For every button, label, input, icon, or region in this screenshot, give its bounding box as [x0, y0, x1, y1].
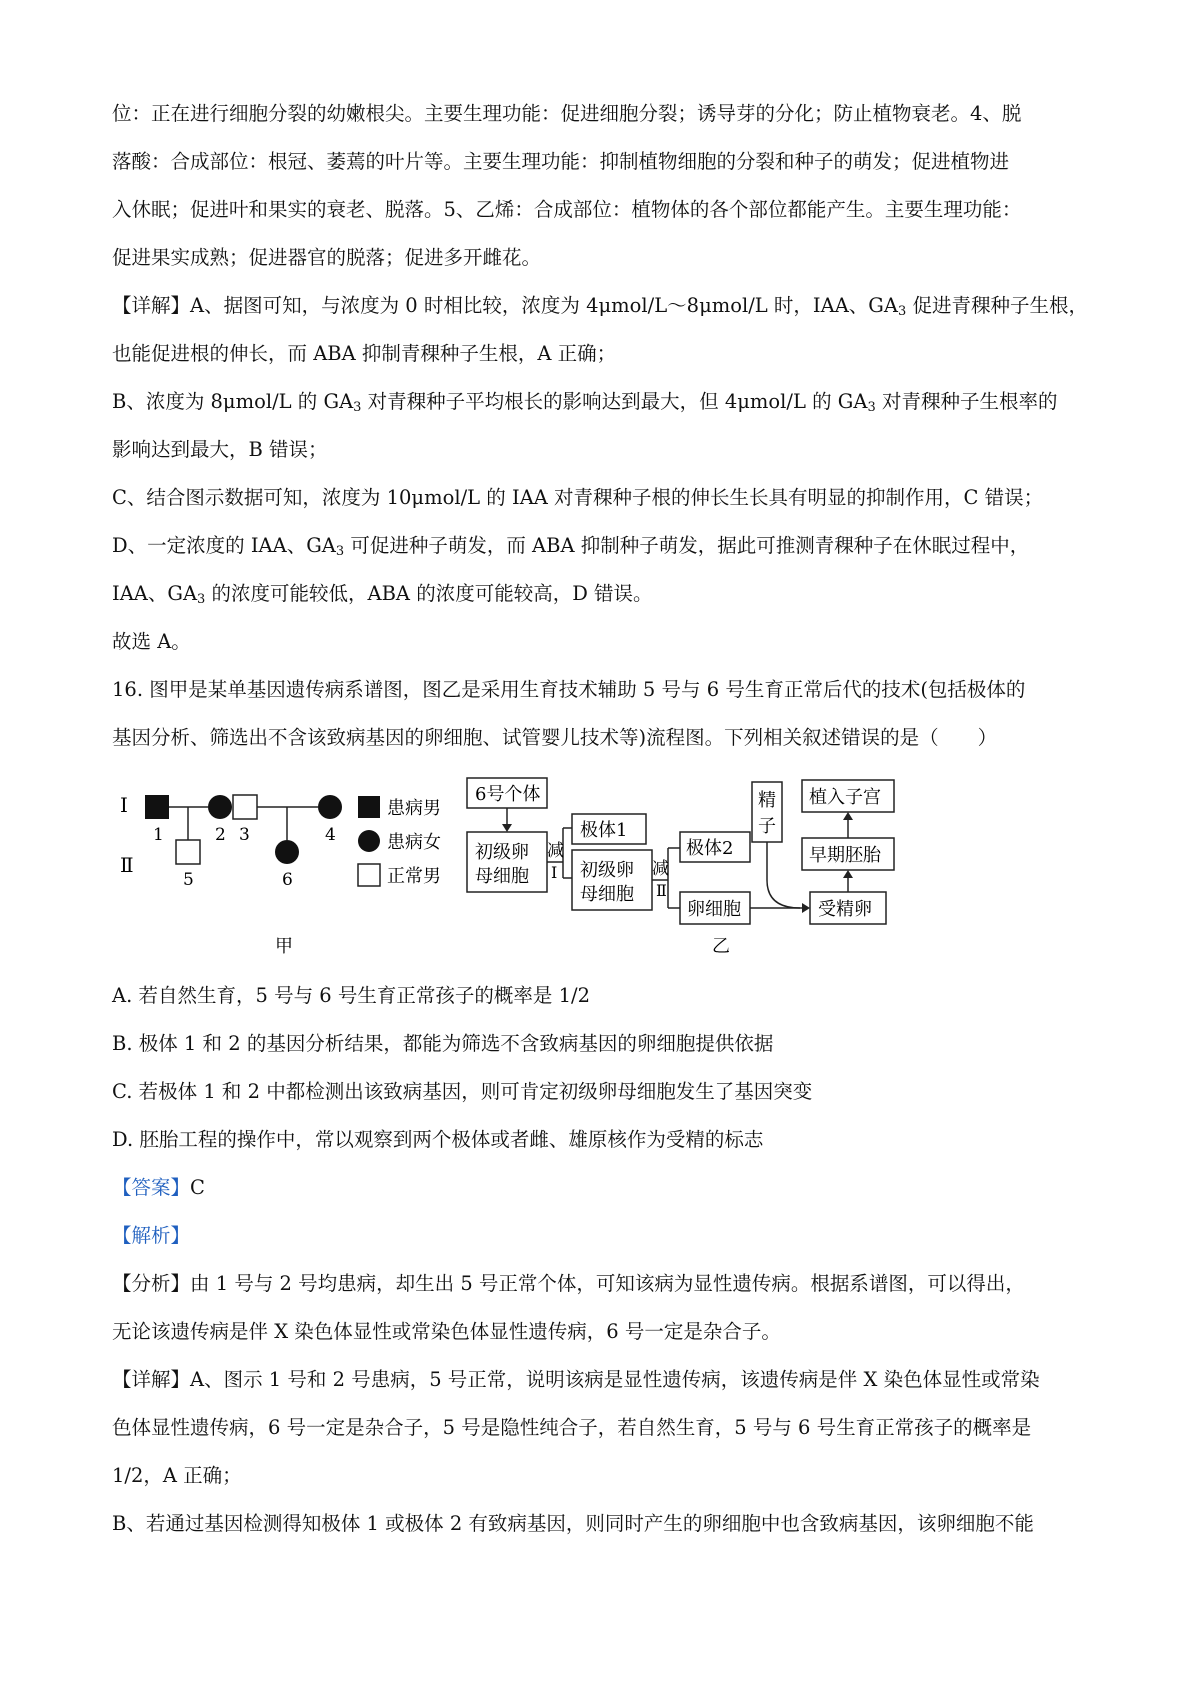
label-zygote: 受精卵: [818, 899, 872, 920]
individual-number-5: 5: [183, 870, 194, 890]
generation-label-2: Ⅱ: [120, 853, 134, 877]
label-implant-uterus: 植入子宫: [809, 787, 881, 808]
subscript: 3: [897, 304, 907, 319]
legend-normal-male-symbol: [358, 864, 380, 886]
intro-line-1: 位：正在进行细胞分裂的幼嫩根尖。主要生理功能：促进细胞分裂；诱导芽的分化；防止植物衰老。4、脱: [112, 102, 1022, 125]
label-meiosis-2b: Ⅱ: [656, 881, 667, 900]
label-meiosis-1a: 减: [547, 841, 564, 861]
q16-analysis-tag: 【解析】: [112, 1224, 191, 1247]
label-primary-oocyte-1b: 母细胞: [475, 866, 529, 887]
legend-affected-female-symbol: [358, 830, 380, 852]
arrow-line-sperm-to-zygote: [767, 842, 800, 908]
fx-tag: 【分析】: [112, 1272, 191, 1295]
q15-detail-c-line1: C、结合图示数据可知，浓度为 10μmol/L 的 IAA 对青稞种子根的伸长生长具有明显的抑制作用，C 错误；: [112, 486, 1044, 509]
q16-option-a: A. 若自然生育，5 号与 6 号生育正常孩子的概率是 1/2: [112, 984, 590, 1007]
label-sperm-a: 精: [758, 790, 776, 811]
label-meiosis-1b: Ⅰ: [551, 863, 558, 882]
q15-detail-d-line1: [112, 530, 1029, 559]
label-meiosis-2a: 减: [652, 859, 669, 879]
generation-label-1: Ⅰ: [120, 793, 128, 817]
label-egg-cell: 卵细胞: [687, 899, 741, 920]
q16-option-d: D. 胚胎工程的操作中，常以观察到两个极体或者雌、雄原核作为受精的标志: [112, 1128, 764, 1151]
detail-text: 对青稞种子生根率的: [875, 390, 1058, 413]
q16-fx-line2: 无论该遗传病是伴 X 染色体显性或常染色体显性遗传病，6 号一定是杂合子。: [112, 1320, 781, 1343]
q15-detail-b-line2: 影响达到最大，B 错误；: [112, 438, 328, 461]
label-individual-6: 6号个体: [475, 784, 541, 805]
q16-xj-line1: [112, 1364, 1040, 1392]
affected-female-4: [318, 795, 342, 819]
caption-yi: 乙: [712, 936, 730, 957]
q16-stem-line2: 基因分析、筛选出不含该致病基因的卵细胞、试管婴儿技术等)流程图。下列相关叙述错误的是（ ）: [112, 726, 998, 749]
answer-value: C: [190, 1176, 205, 1199]
affected-female-6: [275, 840, 299, 864]
detail-text: 的浓度可能较低，ABA 的浓度可能较高，D 错误。: [205, 582, 653, 605]
individual-number-2: 2: [215, 825, 226, 845]
fx-text: 由 1 号与 2 号均患病，却生出 5 号正常个体，可知该病为显性遗传病。根据系谱图，可以得出，: [190, 1272, 1025, 1295]
q16-option-b: B. 极体 1 和 2 的基因分析结果，都能为筛选不含致病基因的卵细胞提供依据: [112, 1032, 774, 1055]
legend-affected-male-label: 患病男: [387, 798, 441, 819]
label-primary-oocyte-1a: 初级卵: [475, 842, 529, 863]
legend-affected-male-symbol: [358, 796, 380, 818]
detail-text: 可促进种子萌发，而 ABA 抑制种子萌发，据此可推测青稞种子在休眠过程中，: [344, 534, 1030, 557]
detail-text: 对青稞种子平均根长的影响达到最大，但 4μmol/L 的 GA: [361, 390, 868, 413]
individual-number-4: 4: [325, 825, 336, 845]
label-polar-body-2: 极体2: [686, 838, 734, 859]
detail-text: B、浓度为 8μmol/L 的 GA: [112, 390, 354, 413]
answer-tag: 【答案】: [112, 1176, 191, 1199]
q15-choose: 故选 A。: [112, 630, 191, 653]
q16-xj-line3: 1/2，A 正确；: [112, 1464, 242, 1487]
q16-xj-line4: B、若通过基因检测得知极体 1 或极体 2 有致病基因，则同时产生的卵细胞中也含致病基因，该卵细胞不能: [112, 1512, 1034, 1535]
individual-number-3: 3: [239, 825, 250, 845]
label-primary-oocyte-2b: 母细胞: [580, 884, 634, 905]
legend-normal-male-label: 正常男: [387, 866, 441, 887]
q16-figure: [120, 768, 940, 968]
label-polar-body-1: 极体1: [580, 820, 628, 841]
intro-line-3: 入休眠；促进叶和果实的衰老、脱落。5、乙烯：合成部位：植物体的各个部位都能产生。主要生理功能：: [112, 198, 1022, 221]
subscript: 3: [353, 400, 362, 415]
subscript: 3: [867, 400, 876, 415]
intro-line-4: 促进果实成熟；促进器官的脱落；促进多开雌花。: [112, 246, 542, 269]
xj-text: A、图示 1 号和 2 号患病，5 号正常，说明该病是显性遗传病，该遗传病是伴 X 染色体显性或常染: [190, 1368, 1040, 1391]
label-primary-oocyte-2a: 初级卵: [580, 860, 634, 881]
q15-detail-d-line2: [112, 578, 653, 607]
subscript: 3: [197, 592, 206, 607]
affected-female-2: [208, 795, 232, 819]
xj-tag: 【详解】: [112, 1368, 191, 1391]
legend-affected-female-label: 患病女: [387, 832, 441, 853]
arrowhead-to-embryo: [843, 870, 853, 878]
individual-number-1: 1: [153, 825, 164, 845]
q16-stem-line1: 16. 图甲是某单基因遗传病系谱图，图乙是采用生育技术辅助 5 号与 6 号生育正常后代的技术(包括极体的: [112, 678, 1026, 701]
arrowhead-to-zygote: [802, 903, 810, 913]
normal-male-3: [233, 795, 257, 819]
q15-detail-a-line2: 也能促进根的伸长，而 ABA 抑制青稞种子生根，A 正确；: [112, 342, 617, 365]
detail-text: IAA、GA: [112, 582, 198, 605]
detail-text: 促进青稞种子生根，: [906, 294, 1088, 317]
q16-xj-line2: 色体显性遗传病，6 号一定是杂合子，5 号是隐性纯合子，若自然生育，5 号与 6 号生育正常孩子的概率是: [112, 1416, 1032, 1439]
subscript: 3: [335, 544, 345, 559]
detail-text: A、据图可知，与浓度为 0 时相比较，浓度为 4μmol/L～8μmol/L 时，IAA、GA: [190, 294, 898, 317]
caption-jia: 甲: [275, 936, 293, 957]
affected-male-1: [145, 795, 169, 819]
q16-option-c: C. 若极体 1 和 2 中都检测出该致病基因，则可肯定初级卵母细胞发生了基因突变: [112, 1080, 813, 1103]
individual-number-6: 6: [282, 870, 293, 890]
label-early-embryo: 早期胚胎: [809, 845, 881, 866]
label-sperm-b: 子: [758, 816, 776, 837]
normal-male-5: [176, 840, 200, 864]
q15-detail-b-line1: [112, 386, 1057, 415]
intro-line-2: 落酸：合成部位：根冠、萎蔫的叶片等。主要生理功能：抑制植物细胞的分裂和种子的萌发；促进植物进: [112, 150, 1010, 173]
q16-fx-line1: [112, 1268, 1025, 1296]
detail-text: D、一定浓度的 IAA、GA: [112, 534, 336, 557]
arrowhead-to-uterus: [843, 812, 853, 820]
arrowhead-6-to-oocyte: [502, 824, 512, 832]
q15-detail-a-line1: [112, 290, 1088, 319]
q16-answer: [112, 1172, 205, 1200]
detail-tag: 【详解】: [112, 294, 191, 317]
